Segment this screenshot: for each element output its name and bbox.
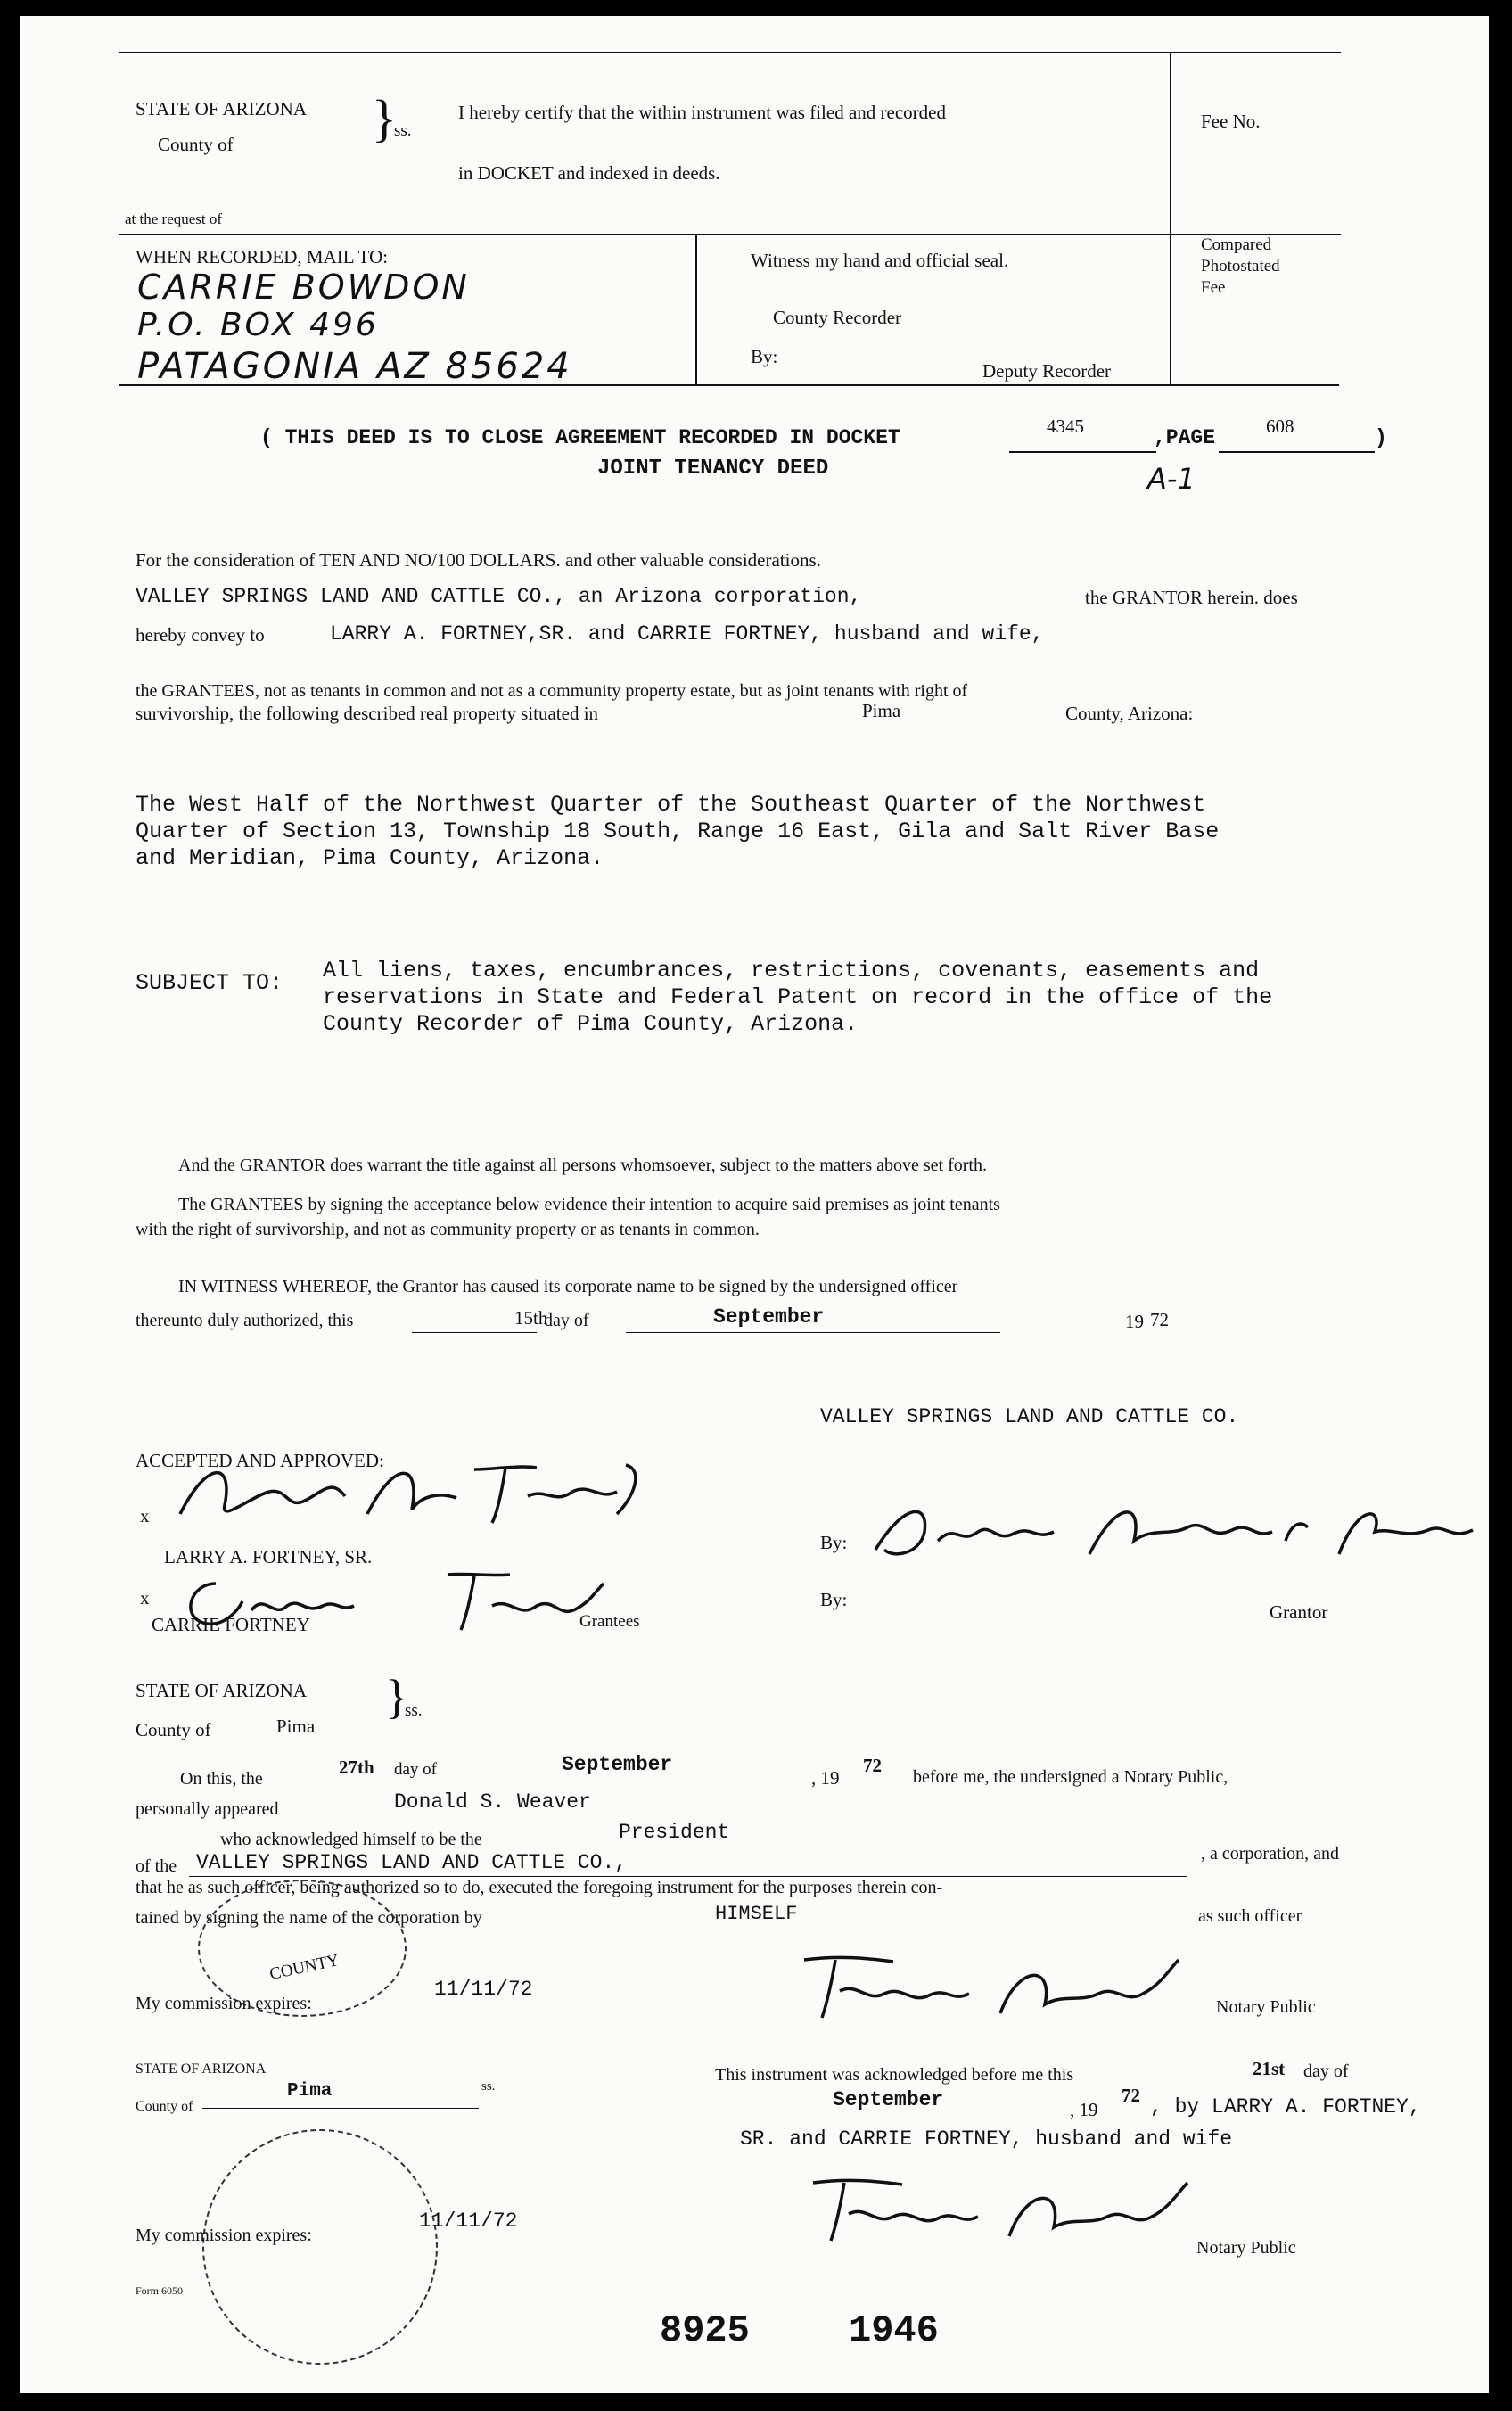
notary-1-year-prefix: , 19 bbox=[811, 1767, 840, 1789]
notary-1-commission-date: 11/11/72 bbox=[434, 1978, 533, 2001]
notary-1-company: VALLEY SPRINGS LAND AND CATTLE CO., bbox=[196, 1851, 628, 1874]
deed-document bbox=[20, 16, 1489, 2393]
county-recorder-label: County Recorder bbox=[773, 307, 902, 328]
convey-to-label: hereby convey to bbox=[136, 624, 265, 646]
notary-2-ack-line-3: SR. and CARRIE FORTNEY, husband and wife bbox=[740, 2127, 1233, 2151]
fee-label: Fee bbox=[1201, 278, 1226, 297]
header-county: County of bbox=[158, 134, 234, 155]
page-underline bbox=[1219, 451, 1375, 453]
witness-year: 72 bbox=[1150, 1309, 1169, 1330]
notary-1-day-of: day of bbox=[394, 1760, 438, 1779]
notary-1-as-officer: as such officer bbox=[1198, 1906, 1302, 1926]
notary-2-county-underline bbox=[202, 2108, 479, 2109]
mail-to-label: WHEN RECORDED, MAIL TO: bbox=[136, 246, 389, 267]
notary-2-county-of: County of bbox=[136, 2099, 193, 2114]
notary-1-county-of: County of bbox=[136, 1719, 211, 1740]
witness-day-underline bbox=[412, 1332, 537, 1333]
recorder-by-label: By: bbox=[751, 346, 778, 367]
compared-label: Compared bbox=[1201, 235, 1272, 254]
notary-1-public-label: Notary Public bbox=[1216, 1997, 1316, 2017]
deed-type-title: JOINT TENANCY DEED bbox=[597, 457, 829, 481]
property-county: Pima bbox=[862, 700, 901, 721]
header-ss: ss. bbox=[394, 121, 412, 140]
notary-1-brace: } bbox=[385, 1670, 408, 1724]
notary-1-year: 72 bbox=[863, 1755, 882, 1776]
grantor-company-name: VALLEY SPRINGS LAND AND CATTLE CO. bbox=[820, 1405, 1239, 1428]
witness-month-underline bbox=[626, 1332, 1000, 1333]
photostated-label: Photostated bbox=[1201, 257, 1280, 276]
notary-2-county: Pima bbox=[287, 2081, 333, 2102]
notary-2-year: 72 bbox=[1122, 2085, 1140, 2106]
notary-2-seal bbox=[202, 2129, 438, 2365]
notary-1-day: 27th bbox=[339, 1757, 374, 1778]
notary-1-of-the: of the bbox=[136, 1856, 177, 1876]
accepted-approved-label: ACCEPTED AND APPROVED: bbox=[136, 1450, 384, 1471]
close-paren: ) bbox=[1375, 426, 1387, 449]
legal-description-line-2: Quarter of Section 13, Township 18 South, Range 16 East, Gila and Salt River Base bbox=[136, 819, 1220, 844]
grantee-1-x-mark: x bbox=[140, 1505, 150, 1526]
grantee-2-name: CARRIE FORTNEY bbox=[152, 1614, 310, 1635]
notary-2-form-number: Form 6050 bbox=[136, 2284, 184, 2297]
fee-no-label: Fee No. bbox=[1201, 111, 1261, 132]
witness-whereof-line-1: IN WITNESS WHEREOF, the Grantor has caused its corporate name to be signed by the undersigned officer bbox=[178, 1277, 958, 1296]
notary-1-seal-text: COUNTY bbox=[267, 1951, 341, 1985]
witness-day-of: day of bbox=[544, 1311, 589, 1330]
notary-2-by-names: , by LARRY A. FORTNEY, bbox=[1150, 2095, 1421, 2119]
docket-number: 4345 bbox=[1047, 416, 1084, 437]
request-of-label: at the request of bbox=[125, 210, 223, 227]
witness-month: September bbox=[713, 1305, 825, 1329]
notary-1-that-he: that he as such officer, being authorized so to do, executed the foregoing instrument for the purposes therein con- bbox=[136, 1878, 943, 1897]
subject-to-label: SUBJECT TO: bbox=[136, 970, 284, 996]
notary-2-year-prefix: , 19 bbox=[1070, 2099, 1098, 2120]
notary-2-state: STATE OF ARIZONA bbox=[136, 2061, 267, 2077]
notary-1-county: Pima bbox=[276, 1716, 316, 1737]
grantees-label: Grantees bbox=[579, 1612, 640, 1631]
notary-2-commission-label: My commission expires: bbox=[136, 2226, 312, 2245]
grantor-officer-signature bbox=[858, 1478, 1482, 1576]
notary-1-title: President bbox=[619, 1821, 730, 1844]
grantees-names: LARRY A. FORTNEY,SR. and CARRIE FORTNEY, husband and wife, bbox=[330, 622, 1044, 646]
notary-1-before-me: before me, the undersigned a Notary Public, bbox=[913, 1767, 1228, 1787]
warrant-clause: And the GRANTOR does warrant the title against all persons whomsoever, subject to the matters above set forth. bbox=[178, 1156, 987, 1175]
mail-to-box: P.O. BOX 496 bbox=[137, 307, 379, 343]
witness-year-prefix: 19 bbox=[1125, 1311, 1144, 1332]
subject-to-line-1: All liens, taxes, encumbrances, restrictions, covenants, easements and bbox=[323, 958, 1260, 983]
page-number: 608 bbox=[1266, 416, 1294, 437]
header-top-rule bbox=[119, 52, 1341, 53]
header-mid-rule bbox=[119, 234, 1341, 235]
legal-description-line-1: The West Half of the Northwest Quarter of the Southeast Quarter of the Northwest bbox=[136, 792, 1206, 818]
notary-2-signature bbox=[795, 2165, 1214, 2254]
page-stamp-number: 1946 bbox=[849, 2309, 939, 2352]
notary-1-acknowledged: who acknowledged himself to be the bbox=[220, 1830, 482, 1849]
acceptance-line-1: The GRANTEES by signing the acceptance below evidence their intention to acquire said premises as joint tenants bbox=[178, 1195, 1000, 1214]
notary-1-company-underline bbox=[189, 1876, 1187, 1877]
docket-underline bbox=[1009, 451, 1156, 453]
witness-day: 15th bbox=[514, 1307, 548, 1329]
certify-line-2: in DOCKET and indexed in deeds. bbox=[458, 162, 720, 184]
acceptance-line-2: with the right of survivorship, and not as community property or as tenants in common. bbox=[136, 1220, 760, 1239]
notary-2-public-label: Notary Public bbox=[1196, 2238, 1296, 2258]
deputy-recorder-label: Deputy Recorder bbox=[982, 360, 1112, 382]
header-state: STATE OF ARIZONA bbox=[136, 98, 307, 119]
legal-description-line-3: and Meridian, Pima County, Arizona. bbox=[136, 845, 604, 871]
grantees-line-2: survivorship, the following described real property situated in bbox=[136, 703, 599, 724]
witness-hand-seal: Witness my hand and official seal. bbox=[751, 250, 1009, 271]
page-annotation: A-1 bbox=[1147, 462, 1196, 496]
notary-1-corporation: , a corporation, and bbox=[1201, 1844, 1339, 1864]
notary-1-state: STATE OF ARIZONA bbox=[136, 1680, 307, 1701]
notary-1-ss: ss. bbox=[405, 1701, 423, 1720]
grantor-by-1-label: By: bbox=[820, 1532, 848, 1553]
consideration-line: For the consideration of TEN AND NO/100 DOLLARS. and other valuable considerations. bbox=[136, 549, 821, 571]
grantee-2-x-mark: x bbox=[140, 1587, 150, 1609]
docket-stamp-number: 8925 bbox=[660, 2309, 750, 2352]
notary-1-himself: HIMSELF bbox=[715, 1903, 798, 1925]
certify-line-1: I hereby certify that the within instrument was filed and recorded bbox=[458, 102, 946, 123]
notary-1-person: Donald S. Weaver bbox=[394, 1790, 591, 1814]
header-brace: } bbox=[372, 89, 397, 147]
notary-1-tained: tained by signing the name of the corporation by bbox=[136, 1908, 482, 1928]
subject-to-line-2: reservations in State and Federal Patent on record in the office of the bbox=[323, 984, 1273, 1010]
grantor-by-2-label: By: bbox=[820, 1589, 848, 1610]
grantor-name: VALLEY SPRINGS LAND AND CATTLE CO., an Arizona corporation, bbox=[136, 585, 862, 608]
notary-1-personally: personally appeared bbox=[136, 1799, 279, 1819]
page-label: ,PAGE bbox=[1154, 426, 1216, 449]
notary-2-ss: ss. bbox=[481, 2079, 496, 2094]
notary-1-signature bbox=[786, 1942, 1205, 2031]
grantee-1-signature bbox=[153, 1443, 653, 1541]
notary-2-ack-line-1: This instrument was acknowledged before me this bbox=[715, 2065, 1074, 2085]
witness-whereof-line-2: thereunto duly authorized, this bbox=[136, 1311, 354, 1330]
notary-2-day: 21st bbox=[1253, 2058, 1286, 2079]
notary-2-commission-date: 11/11/72 bbox=[419, 2209, 518, 2233]
grantor-herein: the GRANTOR herein. does bbox=[1085, 587, 1298, 608]
close-agreement-line: ( THIS DEED IS TO CLOSE AGREEMENT RECORDED IN DOCKET bbox=[260, 426, 900, 449]
mail-witness-divider bbox=[695, 234, 697, 385]
grantee-1-name: LARRY A. FORTNEY, SR. bbox=[164, 1546, 373, 1568]
grantees-line-1: the GRANTEES, not as tenants in common and not as a community property estate, but as joint tenants with right of bbox=[136, 681, 968, 701]
county-arizona-label: County, Arizona: bbox=[1065, 703, 1194, 724]
mail-to-name: CARRIE BOWDON bbox=[137, 267, 470, 307]
notary-1-commission-label: My commission expires: bbox=[136, 1994, 312, 2013]
notary-2-month: September bbox=[833, 2088, 944, 2111]
fee-column-divider bbox=[1170, 52, 1171, 386]
notary-1-month: September bbox=[562, 1753, 673, 1776]
grantor-label: Grantor bbox=[1270, 1601, 1328, 1623]
notary-1-on-this: On this, the bbox=[180, 1769, 263, 1789]
mail-to-city: PATAGONIA AZ 85624 bbox=[137, 346, 572, 387]
subject-to-line-3: County Recorder of Pima County, Arizona. bbox=[323, 1011, 859, 1037]
notary-2-day-of: day of bbox=[1303, 2061, 1349, 2081]
